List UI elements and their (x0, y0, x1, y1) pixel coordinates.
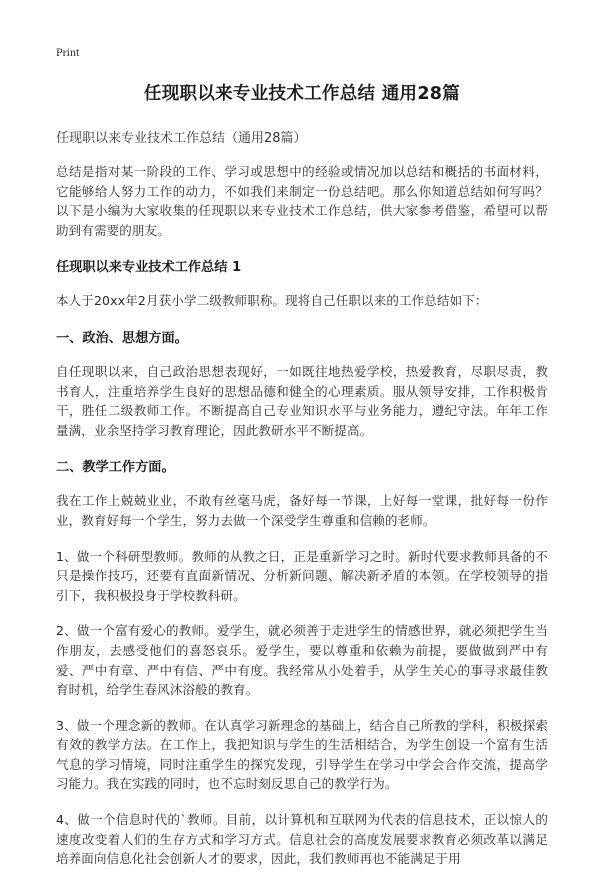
part2-intro-paragraph: 我在工作上兢兢业业，不敢有丝毫马虎，备好每一节课，上好每一堂课，批好每一份作业，教育好每一个学生，努力去做一个深受学生尊重和信赖的老师。 (56, 493, 548, 528)
part2-item-3: 3、做一个理念新的教师。在认真学习新理念的基础上，结合自己所教的学科，积极探索有效的教学方法。在工作上，我把知识与学生的生活相结合，为学生创设一个富有生活气息的学习情境，同时注重学生的探究发现，引导学生在学习中学会合作交流，提高学习能力。我在实践的同时，也不忘时刻反思自己的教学行为。 (56, 717, 548, 792)
part2-item-4: 4、做一个信息时代的`教师。目前，以计算机和互联网为代表的信息技术，正以惊人的速度改变着人们的生存方式和学习方式。信息社会的高度发展要求教育必须改革以满足培养面向信息化社会创新人才的要求，因此，我们教师再也不能满足于用 (56, 812, 548, 867)
section-heading: 任现职以来专业技术工作总结 1 (56, 260, 242, 276)
part1-paragraph: 自任现职以来，自己政治思想表现好，一如既往地热爱学校，热爱教育，尽职尽责，教书育人，注重培养学生良好的思想品德和健全的心理素质。服从领导安排，工作积极肯干，胜任二级教师工作。不断提高自己专业知识水平与业务能力，遵纪守法。年年工作量满，业余坚持学习教育理论，因此教研水平不断提高。 (56, 363, 548, 438)
intro-paragraph: 总结是指对某一阶段的工作、学习或思想中的经验或情况加以总结和概括的书面材料，它能够给人努力工作的动力，不如我们来制定一份总结吧。那么你知道总结如何写吗？以下是小编为大家收集的任现职以来专业技术工作总结，供大家参考借鉴，希望可以帮助到有需要的朋友。 (56, 164, 548, 238)
print-link[interactable]: Print (56, 45, 80, 59)
article-content (56, 80, 548, 885)
part1-heading: 一、政治、思想方面。 (56, 330, 188, 346)
article-subtitle: 任现职以来专业技术工作总结（通用28篇） (56, 131, 307, 146)
part2-item-2: 2、做一个富有爱心的教师。爱学生，就必须善于走进学生的情感世界，就必须把学生当作朋友，去感受他们的喜怒哀乐。爱学生，要以尊重和依赖为前提，要做做到严中有爱、严中有章、严中有信、严中有度。我经常从小处着手，从学生关心的事寻求最佳教育时机，给学生春风沐浴般的教育。 (56, 623, 548, 698)
part2-heading: 二、教学工作方面。 (56, 460, 175, 476)
section-intro-paragraph: 本人于20xx年2月获小学二级教师职称。现将自己任职以来的工作总结如下： (56, 293, 488, 309)
part2-item-1: 1、做一个科研型教师。教师的从教之日，正是重新学习之时。新时代要求教师具备的不只是操作技巧，还要有直面新情况、分析新问题、解决新矛盾的本领。在学校领导的指引下，我积极投身于学校教科研。 (56, 548, 548, 603)
page-title: 任现职以来专业技术工作总结 通用28篇 (143, 84, 461, 104)
